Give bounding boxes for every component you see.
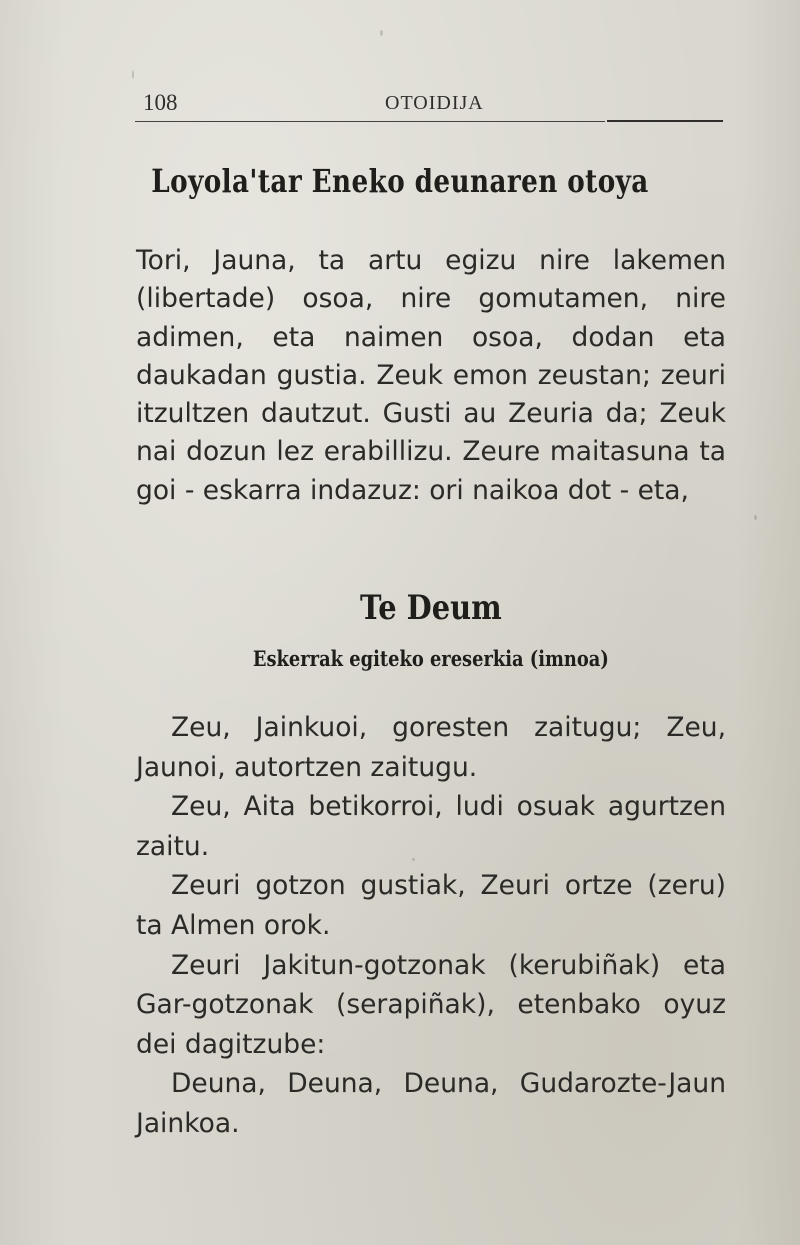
hymn-subtitle: Eskerrak egiteko ereserkia (imnoa) — [252, 646, 609, 671]
paper-speck — [132, 70, 134, 79]
verse: Zeuri Jakitun-gotzonak (kerubiñak) eta Gar-gotzonak (serapiñak), etenbako oyuz dei dagitzube: — [136, 949, 726, 1060]
verse: Zeuri gotzon gustiak, Zeuri ortze (zeru) ta Almen orok. — [136, 870, 726, 941]
header-rule — [135, 121, 605, 122]
verse: Zeu, Jainkuoi, goresten zaitugu; Zeu, Jaunoi, autortzen zaitugu. — [136, 712, 726, 783]
hymn-title: Te Deum — [360, 588, 502, 628]
page-number: 108 — [143, 90, 178, 115]
prayer-text: Tori, Jauna, ta artu egizu nire lakemen (libertade) osoa, nire gomutamen, nire adimen, eta naimen osoa, dodan eta daukadan gustia. Zeuk emon zeustan; zeuri itzultzen dautzut. Gusti au Zeuria da; Zeuk nai dozun lez erabillizu. Zeure maitasuna ta goi - eskarra indazuz: ori naikoa dot - eta, — [136, 245, 726, 506]
paper-speck — [380, 30, 383, 36]
running-title: OTOIDIJA — [385, 92, 484, 114]
prayer-title: Loyola'tar Eneko deunaren otoya — [151, 162, 649, 200]
paper-speck — [754, 515, 757, 520]
running-header — [135, 88, 723, 124]
hymn-verses — [136, 708, 726, 1144]
verse: Deuna, Deuna, Deuna, Gudarozte-Jaun Jainkoa. — [136, 1068, 726, 1139]
paper-speck — [412, 858, 415, 861]
verse: Zeu, Aita betikorroi, ludi osuak agurtzen zaitu. — [136, 791, 726, 862]
header-rule-thick — [607, 120, 723, 122]
